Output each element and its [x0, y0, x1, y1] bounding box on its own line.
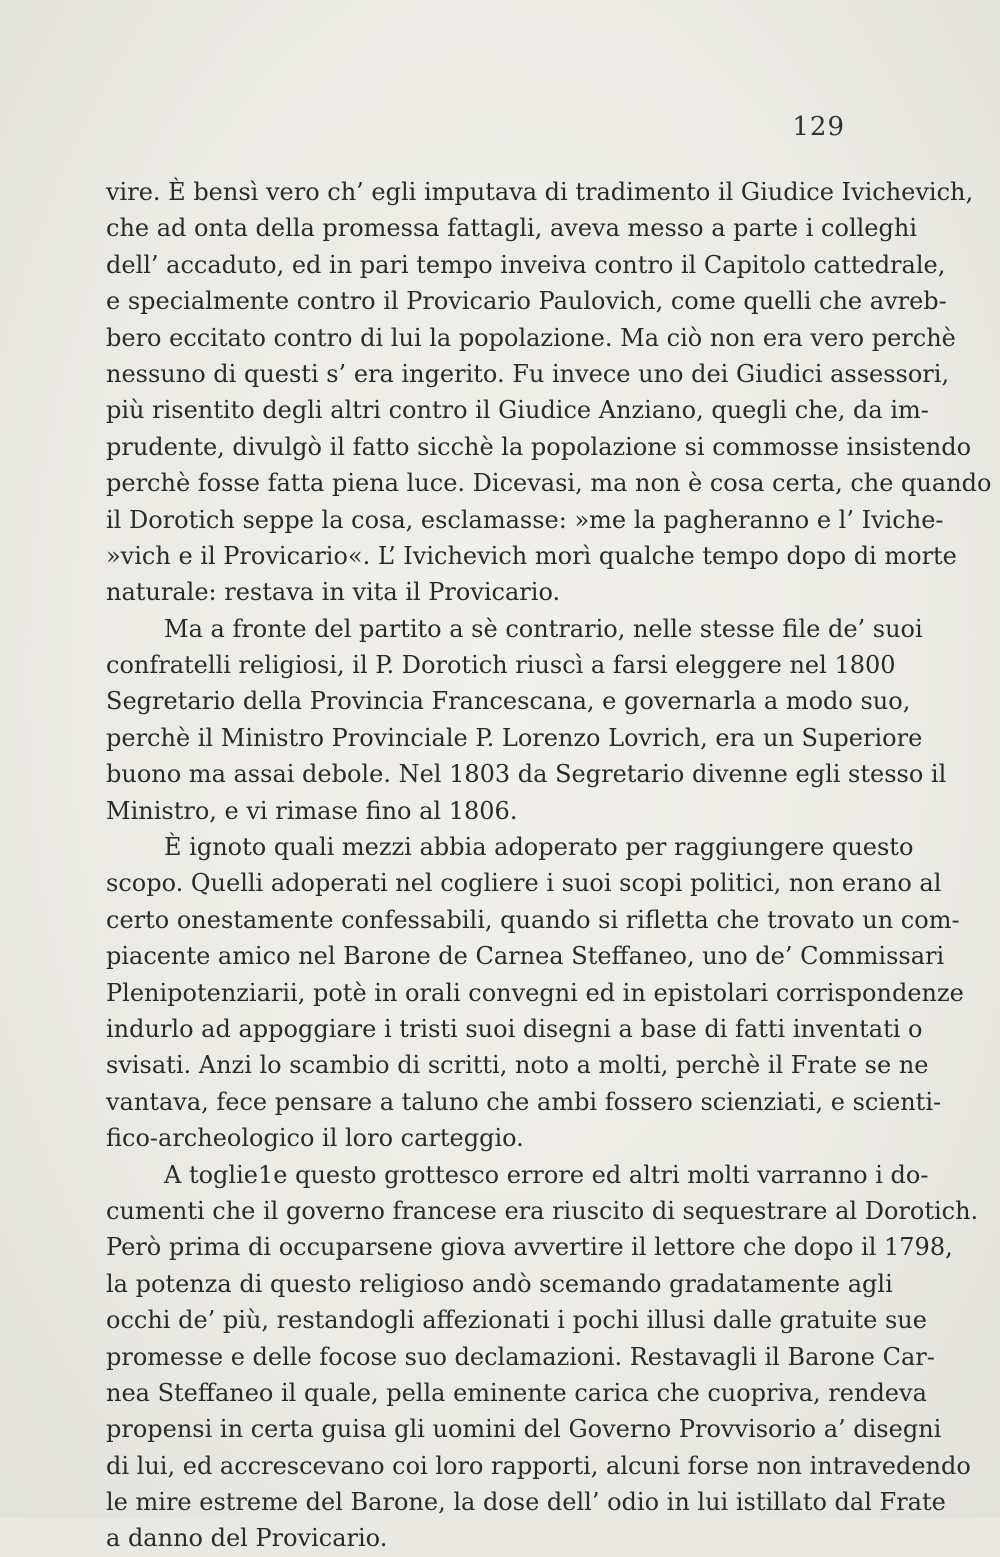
text-line: perchè fosse fatta piena luce. Dicevasi, ma non è cosa certa, che quando [106, 469, 992, 498]
text-line: prudente, divulgò il fatto sicchè la popolazione si commosse insistendo [106, 432, 972, 461]
text-line: di lui, ed accrescevano coi loro rapporti, alcuni forse non intravedendo [106, 1451, 971, 1480]
page-number: 129 [792, 112, 845, 142]
text-line: vire. È bensì vero ch’ egli imputava di tradimento il Giudice Ivichevich, [106, 178, 974, 206]
text-line: le mire estreme del Barone, la dose dell’ odio in lui istillato dal Frate [106, 1488, 946, 1517]
text-line: vantava, fece pensare a taluno che ambi fossero scienziati, e scienti- [106, 1087, 942, 1116]
text-line: naturale: restava in vita il Provicario. [106, 578, 561, 607]
text-line: certo onestamente confessabili, quando si rifletta che trovato un com- [106, 905, 960, 934]
text-line: Ma a fronte del partito a sè contrario, nelle stesse file de’ suoi [164, 614, 923, 643]
text-line: la potenza di questo religioso andò scemando gradatamente agli [106, 1269, 893, 1298]
text-line: A toglie1e questo grottesco errore ed altri molti varranno i do- [164, 1160, 929, 1189]
text-line: promesse e delle focose suo declamazioni. Restavagli il Barone Car- [106, 1342, 935, 1371]
text-line: nea Steffaneo il quale, pella eminente carica che cuopriva, rendeva [106, 1378, 927, 1407]
body-text [106, 174, 992, 1557]
text-line: »vich e il Provicario«. L’ Ivichevich morì qualche tempo dopo di morte [106, 541, 957, 570]
text-line: Ministro, e vi rimase fino al 1806. [106, 796, 518, 825]
text-line: che ad onta della promessa fattagli, aveva messo a parte i colleghi [106, 214, 917, 243]
text-line: piacente amico nel Barone de Carnea Steffaneo, uno de’ Commissari [106, 942, 945, 971]
text-line: il Dorotich seppe la cosa, esclamasse: »me la pagheranno e l’ Iviche- [106, 505, 944, 534]
text-line: a danno del Provicario. [106, 1524, 388, 1553]
text-line: cumenti che il governo francese era riuscito di sequestrare al Dorotich. [106, 1196, 979, 1225]
text-line: È ignoto quali mezzi abbia adoperato per raggiungere questo [164, 833, 914, 862]
text-line: occhi de’ più, restandogli affezionati i pochi illusi dalle gratuite sue [106, 1306, 927, 1335]
text-line: Segretario della Provincia Francescana, e governarla a modo suo, [106, 687, 911, 716]
text-line: propensi in certa guisa gli uomini del Governo Provvisorio a’ disegni [106, 1415, 942, 1444]
text-line: più risentito degli altri contro il Giudice Anziano, quegli che, da im- [106, 396, 929, 425]
text-line: nessuno di questi s’ era ingerito. Fu invece uno dei Giudici assessori, [106, 359, 950, 388]
text-line: svisati. Anzi lo scambio di scritti, noto a molti, perchè il Frate se ne [106, 1051, 929, 1080]
text-line: perchè il Ministro Provinciale P. Lorenzo Lovrich, era un Superiore [106, 723, 923, 752]
text-line: dell’ accaduto, ed in pari tempo inveiva contro il Capitolo cattedrale, [106, 250, 946, 279]
text-line: indurlo ad appoggiare i tristi suoi disegni a base di fatti inventati o [106, 1014, 923, 1043]
text-line: scopo. Quelli adoperati nel cogliere i suoi scopi politici, non erano al [106, 869, 942, 898]
text-line: fico-archeologico il loro carteggio. [106, 1124, 524, 1153]
text-line: e specialmente contro il Provicario Paulovich, come quelli che avreb- [106, 287, 947, 316]
text-line: Plenipotenziarii, potè in orali convegni ed in epistolari corrispondenze [106, 978, 964, 1007]
text-line: confratelli religiosi, il P. Dorotich riuscì a farsi eleggere nel 1800 [106, 651, 896, 680]
text-line: buono ma assai debole. Nel 1803 da Segretario divenne egli stesso il [106, 760, 947, 789]
text-line: Però prima di occuparsene giova avvertire il lettore che dopo il 1798, [106, 1233, 953, 1262]
text-line: bero eccitato contro di lui la popolazione. Ma ciò non era vero perchè [106, 323, 956, 352]
